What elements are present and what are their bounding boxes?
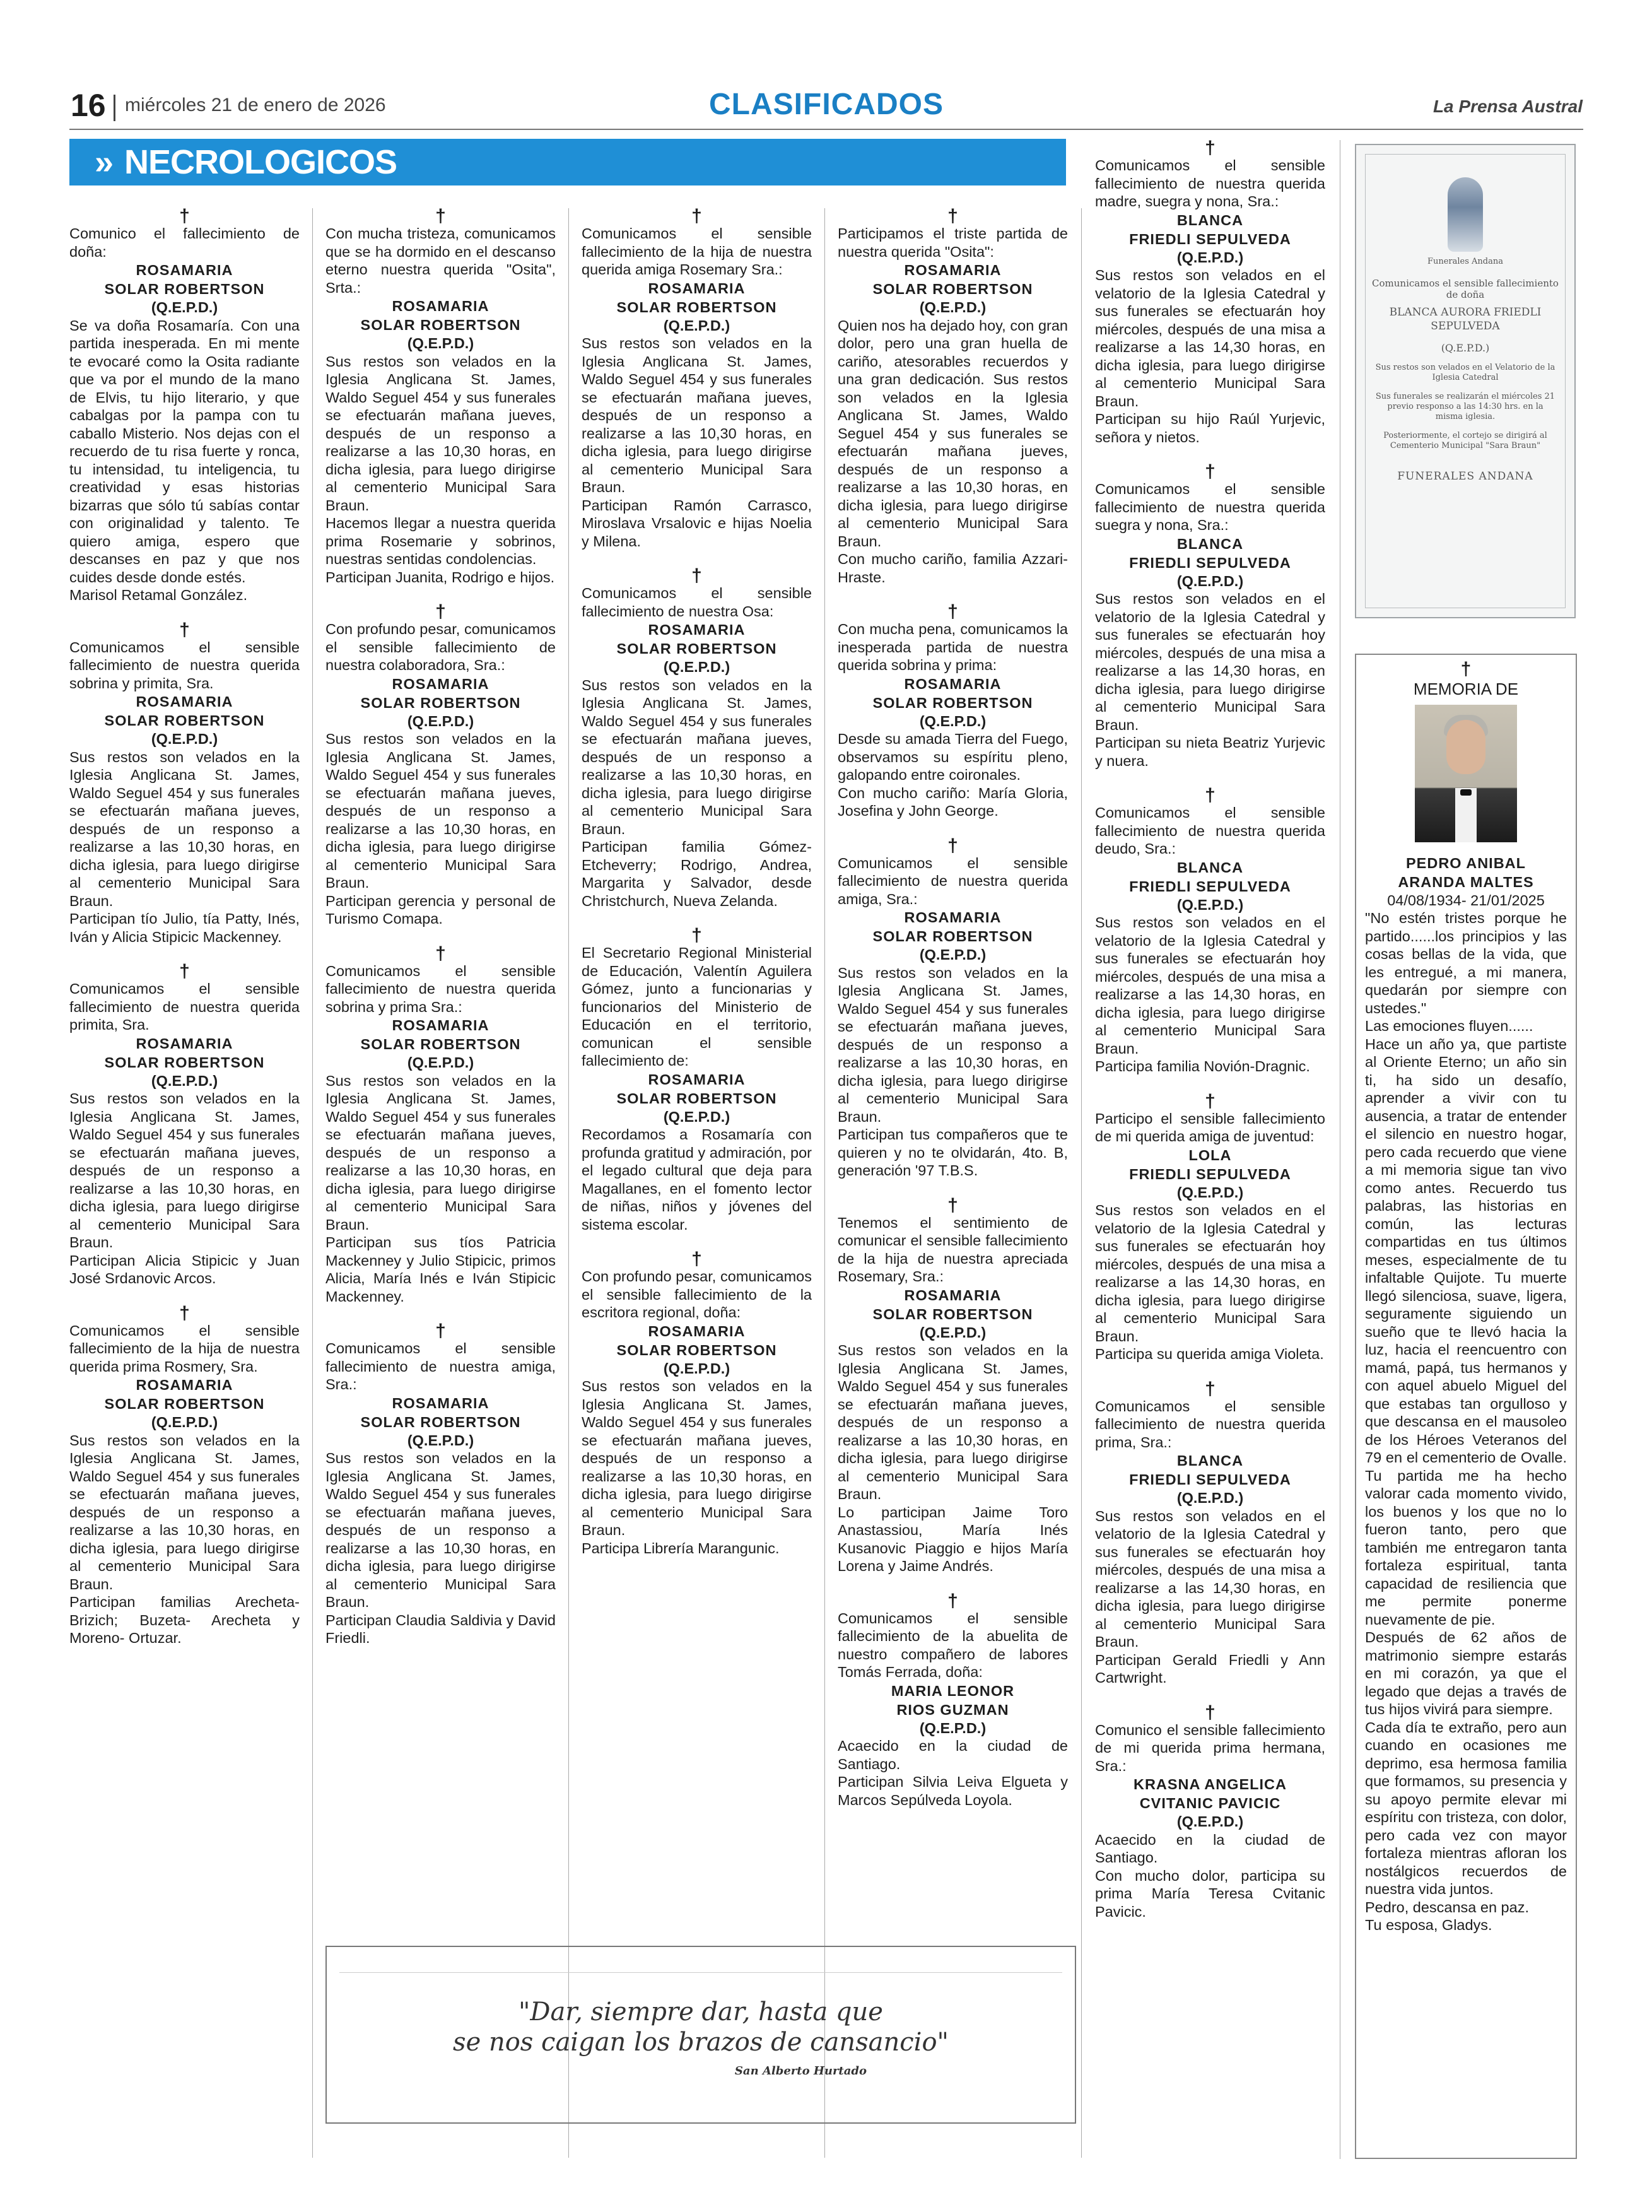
qepd-label: (Q.E.P.D.)	[1176, 1184, 1244, 1201]
cross-icon: †	[1205, 785, 1216, 806]
obituary-entry	[838, 1194, 1068, 1575]
qepd-label: (Q.E.P.D.)	[663, 1360, 730, 1377]
newspaper-logo: La Prensa Austral	[1432, 97, 1583, 116]
obituary-paragraph: Participan Claudia Saldivia y David Friedli.	[325, 1611, 556, 1646]
qepd-label: (Q.E.P.D.)	[1176, 1490, 1244, 1506]
card-velado: Sus restos son velados en el Velatorio de la Iglesia Catedral	[1375, 363, 1555, 382]
deceased-name: SOLAR ROBERTSON	[360, 694, 521, 711]
deceased-name: SOLAR ROBERTSON	[360, 317, 521, 333]
memoria-dates: 04/08/1934- 21/01/2025	[1387, 891, 1545, 909]
cross-icon: †	[179, 206, 190, 226]
obituary-paragraph: Sus restos son velados en el velatorio de la Iglesia Catedral y sus funerales se efectuarán hoy miércoles, después de una misa a realizarse a las 14,30 horas, en dicha iglesia, para luego dirigirse al cementerio Municipal Sara Braun.	[1095, 1507, 1325, 1650]
deceased-name: ROSAMARIA	[648, 1322, 746, 1339]
obituary-intro: Comunicamos el sensible fallecimiento de la abuelita de nuestro compañero de labores Tomás Ferrada, doña:	[838, 1609, 1068, 1680]
quote-rule	[339, 1972, 1062, 1973]
qepd-label: (Q.E.P.D.)	[919, 1324, 987, 1341]
qepd-label: (Q.E.P.D.)	[919, 712, 987, 729]
obituary-intro: Comunicamos el sensible fallecimiento de nuestra querida sobrina y prima Sra.:	[325, 962, 556, 1015]
cross-icon: †	[179, 619, 190, 640]
deceased-name: FRIEDLI SEPULVEDA	[1129, 878, 1291, 895]
quote-box	[325, 1946, 1076, 2124]
obituary-intro: Con mucha pena, comunicamos la inesperada partida de nuestra querida sobrina y prima:	[838, 621, 1068, 673]
obituary-paragraph: Sus restos son velados en la Iglesia Anglicana St. James, Waldo Seguel 454 y sus funerales se efectuarán mañana jueves, después de un responso a realizarse a las 10,30 horas, en dicha iglesia, para luego dirigirse al cementerio Municipal Sara Braun.	[838, 1342, 1068, 1502]
obituary-paragraph: Participan tío Julio, tía Patty, Inés, Iván y Alicia Stipicic Mackenney.	[69, 910, 300, 945]
deceased-name: FRIEDLI SEPULVEDA	[1129, 1471, 1291, 1488]
deceased-name: KRASNA ANGELICA	[1133, 1776, 1287, 1792]
banner-title: NECROLOGICOS	[124, 143, 397, 181]
deceased-name: SOLAR ROBERTSON	[360, 1036, 521, 1052]
obituary-entry	[69, 619, 300, 946]
column-2	[325, 208, 556, 1665]
header-separator	[114, 95, 115, 121]
obituary-entry	[1095, 140, 1325, 446]
obituary-paragraph: Marisol Retamal González.	[69, 587, 248, 603]
obituary-paragraph: Sus restos son velados en la Iglesia Anglicana St. James, Waldo Seguel 454 y sus funerales se efectuarán mañana jueves, después de un responso a realizarse a las 10,30 horas, en dicha iglesia, para luego dirigirse al cementerio Municipal Sara Braun.	[69, 1090, 300, 1250]
memoria-name: PEDRO ANIBAL	[1406, 854, 1526, 871]
qepd-label: (Q.E.P.D.)	[151, 731, 218, 747]
obituary-entry	[325, 208, 556, 586]
memoria-paragraph: Cada día te extraño, pero aun cuando en ocasiones me deprimo, esa hermosa familia que formamos, su presencia y su apoyo permite elevar mi espíritu con tristeza, con dolor, pero cada vez con mayor fortaleza mientras afloran los nostálgicos recuerdos de nuestra vida juntos.	[1365, 1719, 1567, 1897]
deceased-name: BLANCA	[1176, 211, 1244, 228]
deceased-name: MARIA LEONOR	[891, 1682, 1015, 1699]
deceased-name: SOLAR ROBERTSON	[104, 281, 265, 297]
obituary-paragraph: Sus restos son velados en la Iglesia Anglicana St. James, Waldo Seguel 454 y sus funerales se efectuarán mañana jueves, después de un responso a realizarse a las 10,30 horas, en dicha iglesia, para luego dirigirse al cementerio Municipal Sara Braun.	[325, 1450, 556, 1610]
obituary-entry	[1095, 1702, 1325, 1921]
cross-icon: †	[1205, 461, 1216, 482]
deceased-name: ROSAMARIA	[392, 1017, 489, 1033]
card-name: BLANCA AURORA FRIEDLI SEPULVEDA	[1389, 306, 1542, 332]
memoria-paragraph: Tu esposa, Gladys.	[1365, 1917, 1492, 1933]
obituary-paragraph: Desde su amada Tierra del Fuego, observamos su espíritu pleno, galopando entre coironales.	[838, 731, 1068, 783]
memoria-text	[1365, 909, 1567, 1934]
cross-icon: †	[1460, 659, 1472, 679]
obituary-intro: Comunicamos el sensible fallecimiento de la hija de nuestra querida amiga Rosemary Sra.:	[582, 225, 812, 278]
deceased-name: ROSAMARIA	[648, 621, 746, 638]
qepd-label: (Q.E.P.D.)	[1176, 1813, 1244, 1830]
obituary-entry	[69, 208, 300, 604]
statue-image	[1448, 177, 1483, 252]
deceased-name: BLANCA	[1176, 535, 1244, 552]
qepd-label: (Q.E.P.D.)	[151, 1072, 218, 1089]
obituary-paragraph: Sus restos son velados en la Iglesia Anglicana St. James, Waldo Seguel 454 y sus funerales se efectuarán mañana jueves, después de un responso a realizarse a las 10,30 horas, en dicha iglesia, para luego dirigirse al cementerio Municipal Sara Braun.	[69, 1432, 300, 1592]
necrologicos-banner	[69, 139, 1066, 185]
deceased-name: ROSAMARIA	[392, 298, 489, 314]
obituary-paragraph: Participan su nieta Beatriz Yurjevic y nuera.	[1095, 734, 1325, 769]
obituary-paragraph: Acaecido en la ciudad de Santiago.	[1095, 1831, 1325, 1866]
memoria-paragraph: "No estén tristes porque he partido......los principios y las cosas bellas de la vida, que les entregué, a mi manera, quedarán por siempre con ustedes."	[1365, 910, 1567, 1016]
obituary-paragraph: Lo participan Jaime Toro Anastassiou, María Inés Kusanovic Piaggio e hijos María Lorena y Jaime Andrés.	[838, 1503, 1068, 1574]
deceased-name: SOLAR ROBERTSON	[104, 712, 265, 729]
obituary-entry	[1095, 1090, 1325, 1363]
quote-line-1: "Dar, siempre dar, hasta que	[518, 1997, 883, 2027]
obituary-paragraph: Sus restos son velados en la Iglesia Anglicana St. James, Waldo Seguel 454 y sus funerales se efectuarán mañana jueves, después de un responso a realizarse a las 10,30 horas, en dicha iglesia, para luego dirigirse al cementerio Municipal Sara Braun.	[582, 676, 812, 837]
cross-icon: †	[435, 601, 446, 622]
qepd-label: (Q.E.P.D.)	[919, 1719, 987, 1736]
deceased-name: SOLAR ROBERTSON	[616, 1341, 777, 1358]
obituary-intro: Tenemos el sentimiento de comunicar el sensible fallecimiento de la hija de nuestra apreciada Rosemary, Sra.:	[838, 1214, 1068, 1285]
obituary-paragraph: Sus restos son velados en el velatorio de la Iglesia Catedral y sus funerales se efectuarán hoy miércoles, después de una misa a realizarse a las 14,30 horas, en dicha iglesia, para luego dirigirse al cementerio Municipal Sara Braun.	[1095, 267, 1325, 409]
obituary-paragraph: Acaecido en la ciudad de Santiago.	[838, 1738, 1068, 1772]
obituary-paragraph: Sus restos son velados en la Iglesia Anglicana St. James, Waldo Seguel 454 y sus funerales se efectuarán mañana jueves, después de un responso a realizarse a las 10,30 horas, en dicha iglesia, para luego dirigirse al cementerio Municipal Sara Braun.	[325, 1072, 556, 1233]
memoria-name: ARANDA MALTES	[1398, 873, 1534, 890]
obituary-intro: Comunicamos el sensible fallecimiento de nuestra querida sobrina y primita, Sra.	[69, 638, 300, 691]
deceased-name: SOLAR ROBERTSON	[872, 694, 1033, 711]
obituary-entry	[1095, 1378, 1325, 1687]
cross-icon: †	[947, 206, 958, 226]
obituary-entry	[838, 1590, 1068, 1809]
deceased-name: FRIEDLI SEPULVEDA	[1129, 230, 1291, 247]
obituary-paragraph: Participan tus compañeros que te quieren y no te olvidarán, 4to. B, generación '97 T.B.S.	[838, 1126, 1068, 1179]
card-qepd: (Q.E.P.D.)	[1441, 342, 1490, 354]
deceased-name: RIOS GUZMAN	[896, 1701, 1009, 1718]
deceased-name: SOLAR ROBERTSON	[872, 1305, 1033, 1322]
card-footer: FUNERALES ANDANA	[1397, 470, 1533, 483]
obituary-paragraph: Quien nos ha dejado hoy, con gran dolor, pero una gran huella de cariño, atesorables recuerdos y una gran dedicación. Sus restos son velados en la Iglesia Anglicana St. James, Waldo Seguel 454 y sus funerales se efectuarán mañana jueves, después de un responso a realizarse a las 10,30 horas, en dicha iglesia, para luego dirigirse al cementerio Municipal Sara Braun.	[838, 317, 1068, 550]
chevron-right-icon: »	[95, 143, 114, 181]
deceased-name: ROSAMARIA	[904, 675, 1002, 692]
deceased-name: SOLAR ROBERTSON	[872, 281, 1033, 297]
column-3	[582, 208, 812, 1575]
obituary-paragraph: Participan Juanita, Rodrigo e hijos.	[325, 568, 555, 585]
obituary-entry	[582, 927, 812, 1233]
obituary-intro: Comunicamos el sensible fallecimiento de nuestra querida deudo, Sra.:	[1095, 804, 1325, 857]
obituary-paragraph: Sus restos son velados en el velatorio de la Iglesia Catedral y sus funerales se efectuarán hoy miércoles, después de una misa a realizarse a las 14,30 horas, en dicha iglesia, para luego dirigirse al cementerio Municipal Sara Braun.	[1095, 1202, 1325, 1344]
deceased-name: FRIEDLI SEPULVEDA	[1129, 554, 1291, 571]
qepd-label: (Q.E.P.D.)	[407, 335, 474, 351]
obituary-intro: Comunicamos el sensible fallecimiento de nuestra querida amiga, Sra.:	[838, 854, 1068, 907]
qepd-label: (Q.E.P.D.)	[151, 1414, 218, 1430]
obituary-entry	[69, 1302, 300, 1647]
deceased-name: ROSAMARIA	[904, 909, 1002, 926]
obituary-intro: Comunicamos el sensible fallecimiento de nuestra amiga, Sra.:	[325, 1340, 556, 1392]
obituary-paragraph: Sus restos son velados en el velatorio de la Iglesia Catedral y sus funerales se efectuarán hoy miércoles, después de una misa a realizarse a las 14,30 horas, en dicha iglesia, para luego dirigirse al cementerio Municipal Sara Braun.	[1095, 914, 1325, 1057]
card-cortejo: Posteriormente, el cortejo se dirigirá al Cementerio Municipal "Sara Braun"	[1383, 431, 1547, 450]
cross-icon: †	[691, 206, 702, 226]
cross-icon: †	[435, 943, 446, 964]
deceased-name: SOLAR ROBERTSON	[616, 1090, 777, 1107]
card-text: Comunicamos el sensible fallecimiento de doña	[1372, 278, 1559, 300]
qepd-label: (Q.E.P.D.)	[1176, 896, 1244, 913]
memoria-paragraph: Hace un año ya, que partiste al Oriente Eterno; un año sin ti, ha sido un desafío, aprender a vivir con tu ausencia, a tratar de entender el silencio en nuestro hogar, pero cada recuerdo que viene a mi memoria sigue tan vivo como antes. Recuerdo tus palabras, las historias en común, las lecturas compartidas en tus últimos meses, especialmente de tu infaltable Quijote. Tu muerte llegó silenciosa, suave, ligera, seguramente siguiendo un sueño que te llevó hacia la luz, hacia el reencuentro con mamá, papá, tus hermanos y con aquel abuelo Miguel del que estabas tan orgulloso y que descansa en el mausoleo de los Héroes Veteranos del 79 en el cementerio de Ovalle. Tu partida me ha hecho valorar cada momento vivido, los buenos y los que no lo fueron tanto, pero que también me entregaron tanta fortaleza espiritual, tanta capacidad de resiliencia que me permite ponerme nuevamente de pie.	[1365, 1035, 1567, 1628]
deceased-name: SOLAR ROBERTSON	[616, 298, 777, 315]
obituary-intro: Comunicamos el sensible fallecimiento de nuestra querida prima, Sra.:	[1095, 1397, 1325, 1450]
obituary-paragraph: Recordamos a Rosamaría con profunda gratitud y admiración, por el legado cultural que deja para Magallanes, en el fomento lector de niñas, niños y jóvenes del sistema escolar.	[582, 1126, 812, 1233]
qepd-label: (Q.E.P.D.)	[919, 299, 987, 315]
obituary-paragraph: Participa su querida amiga Violeta.	[1095, 1346, 1324, 1362]
deceased-name: ROSAMARIA	[904, 1286, 1002, 1303]
column-5	[1095, 140, 1325, 1938]
obituary-intro: Comunicamos el sensible fallecimiento de nuestra querida primita, Sra.	[69, 980, 300, 1033]
deceased-name: ROSAMARIA	[136, 262, 233, 278]
obituary-paragraph: Con mucho cariño: María Gloria, Josefina y John George.	[838, 784, 1068, 819]
obituary-paragraph: Sus restos son velados en la Iglesia Anglicana St. James, Waldo Seguel 454 y sus funerales se efectuarán mañana jueves, después de un responso a realizarse a las 10,30 horas, en dicha iglesia, para luego dirigirse al cementerio Municipal Sara Braun.	[838, 964, 1068, 1125]
obituary-paragraph: Participan Silvia Leiva Elgueta y Marcos Sepúlveda Loyola.	[838, 1774, 1068, 1808]
deceased-name: FRIEDLI SEPULVEDA	[1129, 1165, 1291, 1182]
obituary-intro: Comunicamos el sensible fallecimiento de la hija de nuestra querida prima Rosmery, Sra.	[69, 1322, 300, 1375]
cross-icon: †	[179, 1302, 190, 1324]
obituary-entry	[838, 601, 1068, 820]
obituary-intro: Participo el sensible fallecimiento de mi querida amiga de juventud:	[1095, 1110, 1325, 1144]
cross-icon: †	[691, 1249, 702, 1269]
deceased-name: ROSAMARIA	[904, 262, 1002, 278]
obituary-paragraph: Sus restos son velados en la Iglesia Anglicana St. James, Waldo Seguel 454 y sus funerales se efectuarán mañana jueves, después de un responso a realizarse a las 10,30 horas, en dicha iglesia, para luego dirigirse al cementerio Municipal Sara Braun.	[582, 335, 812, 495]
cross-icon: †	[947, 1194, 958, 1216]
obituary-paragraph: Participan familia Gómez-Etcheverry; Rodrigo, Andrea, Margarita y Salvador, desde Christchurch, Nueva Zelanda.	[582, 838, 812, 909]
deceased-name: CVITANIC PAVICIC	[1139, 1795, 1281, 1811]
obituary-paragraph: Participan familias Arecheta-Brizich; Buzeta- Arecheta y Moreno- Ortuzar.	[69, 1594, 300, 1646]
deceased-name: BLANCA	[1176, 859, 1244, 876]
obituary-intro: Comunicamos el sensible fallecimiento de nuestra querida madre, suegra y nona, Sra.:	[1095, 157, 1325, 209]
quote-author: San Alberto Hurtado	[734, 2064, 867, 2078]
cross-icon: †	[179, 961, 190, 982]
quote-line-2: se nos caigan los brazos de cansancio"	[453, 2028, 949, 2057]
column-divider	[312, 208, 313, 2158]
cross-icon: †	[435, 206, 446, 226]
cross-icon: †	[691, 925, 702, 946]
obituary-paragraph: Participan Ramón Carrasco, Miroslava Vrsalovic e hijas Noelia y Milena.	[582, 497, 812, 550]
qepd-label: (Q.E.P.D.)	[919, 946, 987, 963]
card-funerales: Sus funerales se realizarán el miércoles 21 previo responso a las 14:30 hrs. en la misma iglesia.	[1375, 392, 1555, 421]
qepd-label: (Q.E.P.D.)	[407, 712, 474, 729]
obituary-paragraph: Participan gerencia y personal de Turismo Comapa.	[325, 892, 556, 927]
cross-icon: †	[1205, 1378, 1216, 1399]
obituary-intro: Comunicamos el sensible fallecimiento de nuestra Osa:	[582, 585, 812, 620]
qepd-label: (Q.E.P.D.)	[663, 317, 730, 334]
memoria-box	[1355, 654, 1577, 2159]
card-home: Funerales Andana	[1427, 257, 1504, 266]
memoria-paragraph: Después de 62 años de matrimonio siempre estarás en mi corazón, ya que el legado que dejas a través de tus hijos vivirá para siempre.	[1365, 1629, 1567, 1717]
obituary-paragraph: Participa familia Novión-Dragnic.	[1095, 1058, 1310, 1074]
obituary-intro: Comunicamos el sensible fallecimiento de nuestra querida suegra y nona, Sra.:	[1095, 481, 1325, 533]
cross-icon: †	[947, 601, 958, 622]
cross-icon: †	[435, 1321, 446, 1341]
deceased-name: ROSAMARIA	[136, 1035, 233, 1052]
deceased-name: BLANCA	[1176, 1452, 1244, 1469]
funeral-home-card	[1355, 144, 1576, 618]
header-rule	[69, 129, 1583, 130]
qepd-label: (Q.E.P.D.)	[663, 1108, 730, 1125]
section-title: CLASIFICADOS	[709, 88, 944, 121]
column-4	[838, 208, 1068, 1827]
qepd-label: (Q.E.P.D.)	[1176, 572, 1244, 589]
obituary-entry	[582, 1251, 812, 1557]
qepd-label: (Q.E.P.D.)	[151, 299, 218, 315]
page-number: 16	[71, 88, 106, 123]
obituary-paragraph: Participan Alicia Stipicic y Juan José Srdanovic Arcos.	[69, 1252, 300, 1286]
column-divider	[568, 208, 569, 2158]
obituary-paragraph: Sus restos son velados en el velatorio de la Iglesia Catedral y sus funerales se efectuarán hoy miércoles, después de una misa a realizarse a las 14,30 horas, en dicha iglesia, para luego dirigirse al cementerio Municipal Sara Braun.	[1095, 591, 1325, 733]
obituary-paragraph: Sus restos son velados en la Iglesia Anglicana St. James, Waldo Seguel 454 y sus funerales se efectuarán mañana jueves, después de un responso a realizarse a las 10,30 horas, en dicha iglesia, para luego dirigirse al cementerio Municipal Sara Braun.	[69, 748, 300, 909]
cross-icon: †	[691, 565, 702, 586]
deceased-name: SOLAR ROBERTSON	[360, 1413, 521, 1430]
deceased-name: SOLAR ROBERTSON	[104, 1396, 265, 1412]
deceased-name: SOLAR ROBERTSON	[616, 640, 777, 657]
obituary-intro: Con profundo pesar, comunicamos el sensible fallecimiento de la escritora regional, doña:	[582, 1268, 812, 1321]
obituary-intro: Comunico el sensible fallecimiento de mi querida prima hermana, Sra.:	[1095, 1721, 1325, 1774]
qepd-label: (Q.E.P.D.)	[407, 1432, 474, 1449]
obituary-paragraph: Hacemos llegar a nuestra querida prima Rosemarie y sobrinos, nuestras sentidas condolencias.	[325, 515, 556, 567]
obituary-entry	[1095, 787, 1325, 1076]
memoria-paragraph: Las emociones fluyen......	[1365, 1018, 1533, 1034]
deceased-name: ROSAMARIA	[648, 1071, 746, 1088]
obituary-intro: El Secretario Regional Ministerial de Educación, Valentín Aguilera Gómez, junto a funcionarias y funcionarios del Ministerio de Educación en el territorio, comunican el sensible fallecimiento de:	[582, 944, 812, 1069]
obituary-paragraph: Con mucho cariño, familia Azzari- Hraste.	[838, 551, 1068, 585]
deceased-name: ROSAMARIA	[392, 1394, 489, 1411]
obituary-paragraph: Participan sus tíos Patricia Mackenney y Julio Stipicic, primos Alicia, María Inés e Iván Stipicic Mackenney.	[325, 1234, 556, 1305]
deceased-name: ROSAMARIA	[648, 279, 746, 297]
cross-icon: †	[1205, 138, 1216, 158]
deceased-name: ROSAMARIA	[392, 675, 489, 692]
qepd-label: (Q.E.P.D.)	[407, 1054, 474, 1071]
memoria-title: MEMORIA DE	[1413, 679, 1519, 698]
obituary-intro: Comunico el fallecimiento de doña:	[69, 225, 300, 260]
obituary-paragraph: Se va doña Rosamaría. Con una partida inesperada. En mi mente te evocaré como la Osita radiante que va por el mundo de la mano de Elvis, tu hijo literario, y que cabalgas por la pampa con tu caballo Misterio. Nos dejas con el recuerdo de tu risa fuerte y ronca, tu intensidad, tu inteligencia, tu creatividad y esas historias bizarras que sólo tú sabías contar con originalidad y talento. Te quiero amiga, espero que descanses en paz y que nos cuides desde donde estés.	[69, 317, 300, 585]
obituary-entry	[582, 208, 812, 550]
obituary-entry	[582, 565, 812, 910]
obituary-paragraph: Sus restos son velados en la Iglesia Anglicana St. James, Waldo Seguel 454 y sus funerales se efectuarán mañana jueves, después de un responso a realizarse a las 10,30 horas, en dicha iglesia, para luego dirigirse al cementerio Municipal Sara Braun.	[325, 731, 556, 891]
obituary-intro: Participamos el triste partida de nuestra querida "Osita":	[838, 225, 1068, 260]
obituary-entry	[1095, 461, 1325, 770]
obituary-paragraph: Participan su hijo Raúl Yurjevic, señora y nietos.	[1095, 411, 1325, 445]
deceased-name: ROSAMARIA	[136, 693, 233, 710]
obituary-entry	[325, 1323, 556, 1647]
obituary-entry	[325, 601, 556, 928]
memoria-paragraph: Pedro, descansa en paz.	[1365, 1898, 1529, 1915]
obituary-entry	[325, 943, 556, 1306]
obituary-paragraph: Participan Gerald Friedli y Ann Cartwright.	[1095, 1651, 1325, 1686]
obituary-paragraph: Sus restos son velados en la Iglesia Anglicana St. James, Waldo Seguel 454 y sus funerales se efectuarán mañana jueves, después de un responso a realizarse a las 10,30 horas, en dicha iglesia, para luego dirigirse al cementerio Municipal Sara Braun.	[582, 1378, 812, 1538]
qepd-label: (Q.E.P.D.)	[663, 659, 730, 675]
deceased-name: LOLA	[1188, 1146, 1232, 1163]
cross-icon: †	[1205, 1702, 1216, 1723]
obituary-entry	[69, 963, 300, 1288]
obituary-paragraph: Sus restos son velados en la Iglesia Anglicana St. James, Waldo Seguel 454 y sus funerales se efectuarán mañana jueves, después de un responso a realizarse a las 10,30 horas, en dicha iglesia, para luego dirigirse al cementerio Municipal Sara Braun.	[325, 353, 556, 514]
card-inner-border	[1365, 154, 1566, 608]
qepd-label: (Q.E.P.D.)	[1176, 249, 1244, 266]
column-divider	[824, 208, 825, 2158]
portrait-photo	[1415, 705, 1517, 842]
deceased-name: ROSAMARIA	[136, 1377, 233, 1393]
deceased-name: SOLAR ROBERTSON	[104, 1054, 265, 1071]
obituary-paragraph: Con mucho dolor, participa su prima María Teresa Cvitanic Pavicic.	[1095, 1867, 1325, 1920]
obituary-entry	[838, 208, 1068, 586]
obituary-intro: Con mucha tristeza, comunicamos que se ha dormido en el descanso eterno nuestra querida "Osita", Srta.:	[325, 225, 556, 296]
page-date: miércoles 21 de enero de 2026	[125, 95, 386, 115]
cross-icon: †	[947, 1590, 958, 1611]
column-1	[69, 208, 300, 1665]
cross-icon: †	[1205, 1090, 1216, 1112]
column-divider	[1081, 208, 1082, 2158]
deceased-name: SOLAR ROBERTSON	[872, 928, 1033, 944]
obituary-intro: Con profundo pesar, comunicamos el sensible fallecimiento de nuestra colaboradora, Sra.:	[325, 621, 556, 673]
obituary-paragraph: Participa Librería Marangunic.	[582, 1539, 780, 1556]
obituary-entry	[838, 835, 1068, 1180]
cross-icon: †	[947, 835, 958, 856]
